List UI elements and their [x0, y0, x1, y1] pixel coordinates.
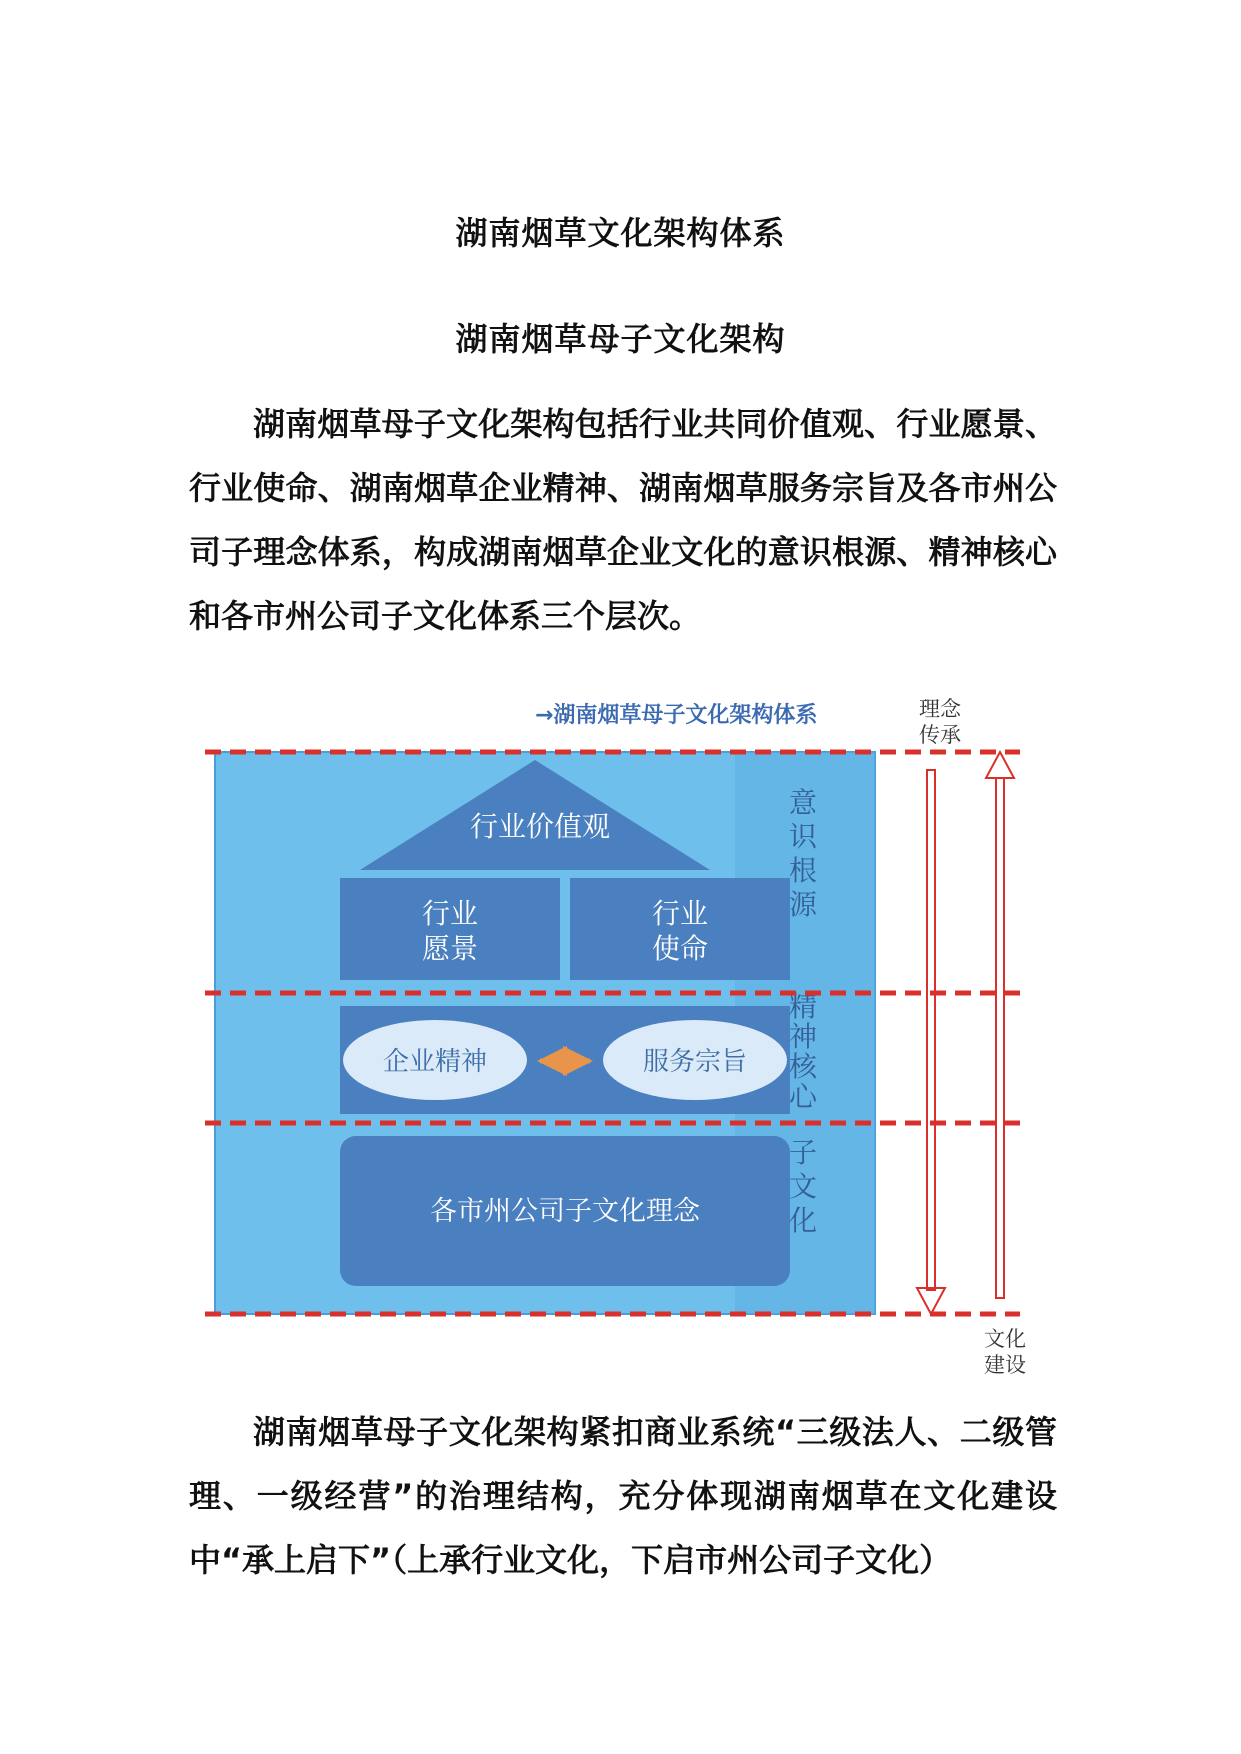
- oval-spirit-label: 企业精神: [382, 1047, 488, 1077]
- intro-paragraph: 湖南烟草母子文化架构包括行业共同价值观、行业愿景、行业使命、湖南烟草企业精神、湖南烟草服务宗旨及各市州公司子理念体系，构成湖南烟草企业文化的意识根源、精神核心和各市州公司子文化体系三个层次。: [189, 405, 1057, 635]
- closing-paragraph: 湖南烟草母子文化架构紧扣商业系统“三级法人、二级管理、一级经营”的治理结构，充分体现湖南烟草在文化建设中“承上启下”（上承行业文化，下启市州公司子文化）: [189, 1413, 1057, 1579]
- side-label-char: 核: [788, 1050, 818, 1083]
- box-mission-line1: 行业: [651, 897, 709, 930]
- box-vision-line1: 行业: [421, 897, 479, 930]
- side-label-char: 意: [788, 786, 818, 819]
- side-label-char: 识: [788, 820, 818, 853]
- side-label-char: 精: [788, 990, 818, 1023]
- diagram-header: →湖南烟草母子文化架构体系: [535, 703, 818, 728]
- side-label-layer2: [789, 990, 818, 1113]
- bottom-box-label: 各市州公司子文化理念: [430, 1196, 700, 1227]
- culture-architecture-diagram: [205, 680, 1065, 1380]
- box-mission-line2: 使命: [651, 932, 709, 965]
- side-label-char: 化: [788, 1204, 818, 1237]
- side-label-char: 子: [788, 1136, 818, 1169]
- document-title: 湖南烟草文化架构体系: [455, 214, 786, 252]
- side-label-layer1: [789, 786, 818, 921]
- side-label-char: 神: [788, 1020, 818, 1053]
- bottom-right-label-line1: 文化: [984, 1327, 1026, 1351]
- top-right-label-line1: 理念: [919, 697, 961, 721]
- roof-label: 行业价值观: [469, 810, 611, 843]
- bottom-right-label-line2: 建设: [984, 1353, 1026, 1377]
- construction-arrow: [986, 752, 1014, 1298]
- transmission-arrow: [917, 770, 945, 1314]
- oval-service-label: 服务宗旨: [642, 1047, 748, 1077]
- side-label-char: 源: [788, 888, 818, 921]
- top-right-label-line2: 传承: [919, 723, 961, 747]
- side-label-char: 心: [788, 1080, 818, 1113]
- box-vision-line2: 愿景: [421, 932, 479, 965]
- side-label-char: 文: [788, 1170, 818, 1203]
- side-label-char: 根: [788, 854, 818, 887]
- side-label-layer3: [789, 1136, 817, 1237]
- section-title: 湖南烟草母子文化架构: [455, 320, 786, 358]
